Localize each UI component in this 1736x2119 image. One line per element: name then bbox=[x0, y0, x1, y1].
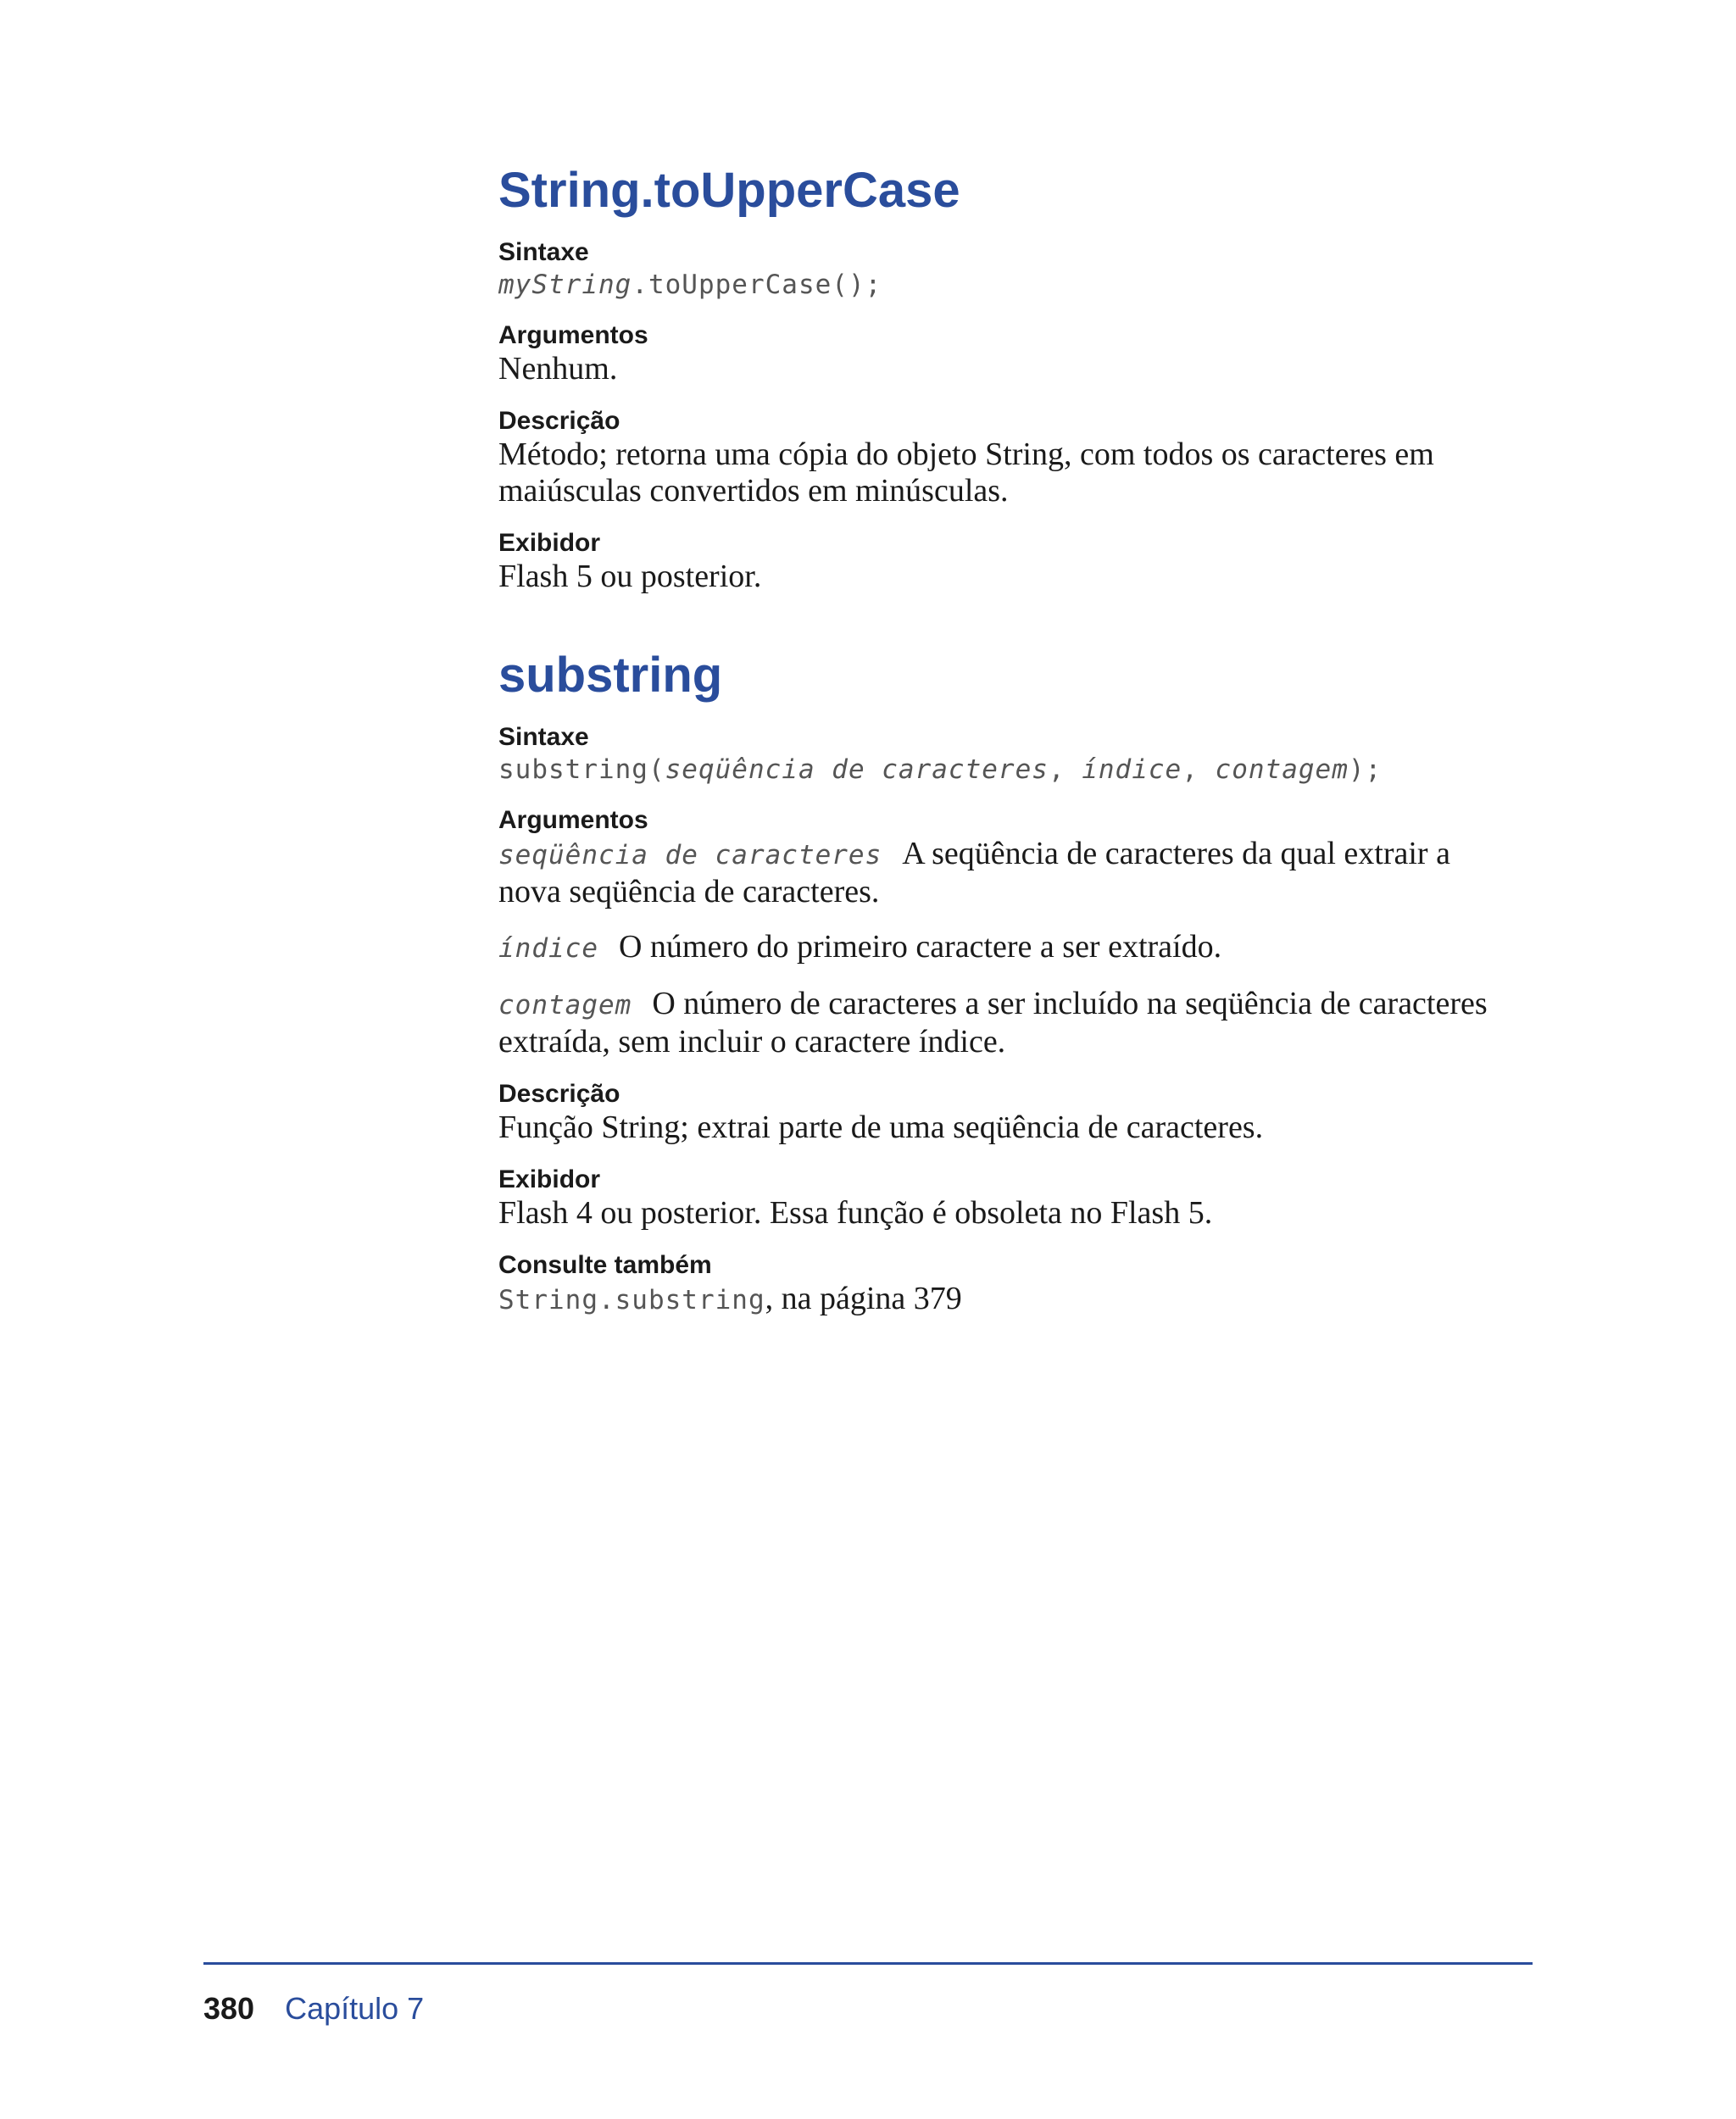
entry-substring bbox=[498, 646, 1499, 1317]
see-also-label: Consulte também bbox=[498, 1251, 712, 1279]
description-label: Descrição bbox=[498, 1080, 620, 1108]
syntax-function: substring( bbox=[498, 754, 665, 785]
entry-title: String.toUpperCase bbox=[498, 163, 960, 218]
syntax-param-count: contagem bbox=[1215, 754, 1349, 785]
argument-item bbox=[498, 836, 1499, 910]
argument-item bbox=[498, 929, 1499, 967]
argument-term: contagem bbox=[498, 990, 632, 1021]
syntax-code bbox=[498, 753, 1499, 787]
argument-term: seqüência de caracteres bbox=[498, 840, 882, 870]
entry-title: substring bbox=[498, 648, 723, 703]
description-text: Método; retorna uma cópia do objeto String, com todos os caracteres em maiúsculas convertidos em minúsculas. bbox=[498, 437, 1434, 509]
player-text: Flash 5 ou posterior. bbox=[498, 559, 762, 594]
argument-description: O número do primeiro caractere a ser extraído. bbox=[618, 929, 1222, 965]
arguments-list bbox=[498, 836, 1499, 1060]
syntax-param-index: índice bbox=[1082, 754, 1182, 785]
arguments-label: Argumentos bbox=[498, 321, 648, 349]
syntax-param-string: seqüência de caracteres bbox=[665, 754, 1049, 785]
see-also-page: , na página 379 bbox=[765, 1281, 962, 1316]
syntax-separator: , bbox=[1182, 754, 1216, 785]
see-also-link[interactable]: String.substring bbox=[498, 1285, 765, 1315]
entry-string-touppercase bbox=[498, 161, 1499, 595]
argument-description: O número de caracteres a ser incluído na seqüência de caracteres extraída, sem incluir o caractere índice. bbox=[498, 986, 1488, 1060]
argument-description: A seqüência de caracteres da qual extrair a nova seqüência de caracteres. bbox=[498, 836, 1450, 909]
syntax-separator: , bbox=[1048, 754, 1082, 785]
syntax-close: ); bbox=[1348, 754, 1383, 785]
page-footer bbox=[203, 1990, 424, 2027]
syntax-code bbox=[498, 268, 1499, 302]
page-number: 380 bbox=[203, 1991, 255, 2026]
player-label: Exibidor bbox=[498, 1165, 601, 1193]
see-also-text bbox=[498, 1281, 1499, 1317]
description-label: Descrição bbox=[498, 407, 620, 435]
syntax-param: myString bbox=[498, 270, 632, 300]
syntax-method: .toUpperCase(); bbox=[632, 270, 882, 300]
argument-item bbox=[498, 986, 1499, 1060]
page-content bbox=[498, 161, 1499, 1368]
description-text: Função String; extrai parte de uma seqüência de caracteres. bbox=[498, 1110, 1264, 1145]
arguments-text: Nenhum. bbox=[498, 351, 618, 387]
syntax-label: Sintaxe bbox=[498, 238, 589, 266]
player-label: Exibidor bbox=[498, 529, 601, 557]
footer-divider bbox=[203, 1962, 1533, 1965]
arguments-label: Argumentos bbox=[498, 806, 648, 834]
chapter-label: Capítulo 7 bbox=[285, 1991, 425, 2026]
argument-term: índice bbox=[498, 933, 598, 964]
player-text: Flash 4 ou posterior. Essa função é obsoleta no Flash 5. bbox=[498, 1195, 1213, 1231]
syntax-label: Sintaxe bbox=[498, 723, 589, 751]
